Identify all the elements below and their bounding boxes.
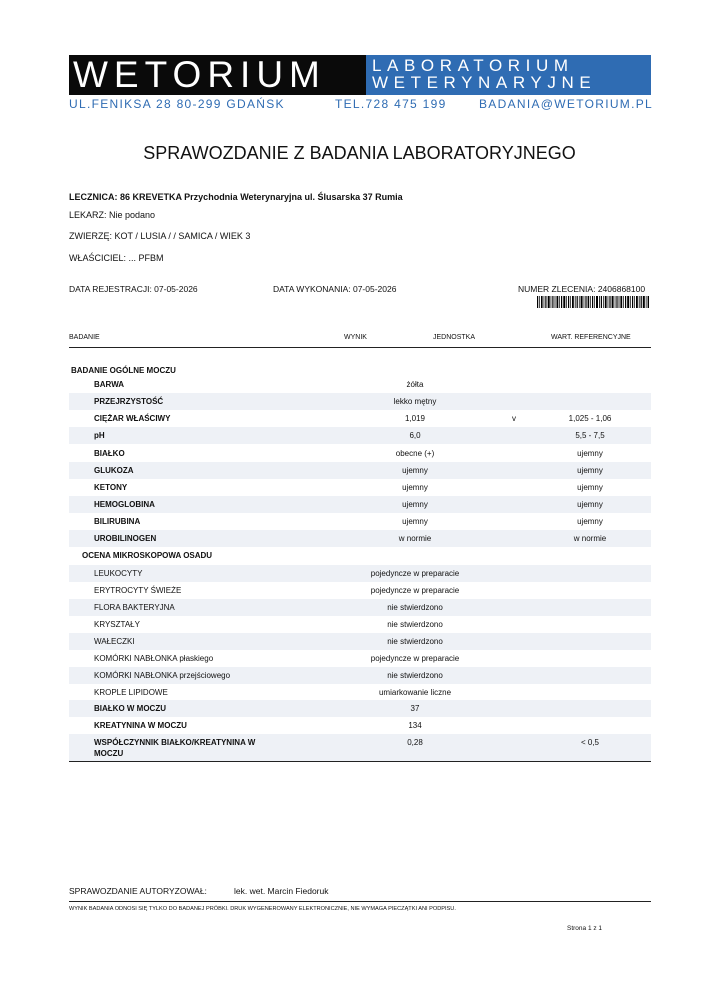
- row-reference: ujemny: [577, 449, 603, 458]
- table-row: [69, 700, 651, 717]
- row-name: HEMOGLOBINA: [94, 500, 155, 509]
- row-result: ujemny: [402, 500, 428, 509]
- table-row: [69, 427, 651, 444]
- row-name: BIAŁKO: [94, 449, 125, 458]
- row-result: pojedyncze w preparacie: [370, 569, 460, 578]
- row-name-continued: MOCZU: [94, 749, 124, 758]
- row-result: pojedyncze w preparacie: [370, 586, 460, 595]
- row-name: KOMÓRKI NABŁONKA przejściowego: [94, 671, 231, 680]
- row-flag: v: [512, 414, 516, 423]
- row-name: BIAŁKO W MOCZU: [94, 704, 166, 713]
- row-name: PRZEJRZYSTOŚĆ: [94, 397, 164, 406]
- row-result: umiarkowanie liczne: [378, 688, 452, 697]
- table-row: [69, 393, 651, 410]
- order-number: NUMER ZLECENIA: 2406868100: [518, 284, 646, 294]
- row-name: OCENA MIKROSKOPOWA OSADU: [82, 551, 213, 560]
- column-header-unit: JEDNOSTKA: [433, 334, 476, 341]
- logo-wetorium: [69, 55, 366, 95]
- row-name: WSPÓŁCZYNNIK BIAŁKO/KREATYNINA W: [94, 738, 256, 747]
- animal-info: ZWIERZĘ: KOT / LUSIA / / SAMICA / WIEK 3: [69, 231, 251, 241]
- table-row: [69, 376, 651, 393]
- table-row: [69, 530, 651, 547]
- authorized-name: lek. wet. Marcin Fiedoruk: [234, 886, 329, 896]
- row-reference: ujemny: [577, 517, 603, 526]
- row-name: UROBILINOGEN: [94, 534, 157, 543]
- footer-divider: [69, 901, 651, 902]
- phone-text: TEL.728 475 199: [335, 97, 447, 111]
- row-result: 6,0: [409, 431, 421, 440]
- row-name: BILIRUBINA: [94, 517, 141, 526]
- execution-date: DATA WYKONANIA: 07-05-2026: [273, 284, 397, 294]
- row-result: ujemny: [402, 517, 428, 526]
- row-reference: 1,025 - 1,06: [568, 414, 612, 423]
- row-name: KRYSZTAŁY: [94, 620, 140, 629]
- row-name: GLUKOZA: [94, 466, 134, 475]
- clinic-info: LECZNICA: 86 KREVETKA Przychodnia Weterynaryjna ul. Ślusarska 37 Rumia: [69, 192, 403, 202]
- row-reference: ujemny: [577, 466, 603, 475]
- row-result: 37: [410, 704, 420, 713]
- row-reference: < 0,5: [580, 738, 599, 747]
- table-row: [69, 565, 651, 582]
- row-result: ujemny: [402, 483, 428, 492]
- table-row: [69, 734, 651, 761]
- column-header-reference: WART. REFERENCYJNE: [551, 334, 631, 341]
- row-reference: w normie: [573, 534, 607, 543]
- logo-main-text: WETORIUM: [73, 54, 326, 95]
- row-result: ujemny: [402, 466, 428, 475]
- owner-info: WŁAŚCICIEL: ... PFBM: [69, 253, 164, 263]
- table-row: [69, 599, 651, 616]
- column-header-test: BADANIE: [69, 334, 100, 341]
- section-header-microscopy: [69, 547, 651, 564]
- row-name: KREATYNINA W MOCZU: [94, 721, 187, 730]
- table-row: [69, 462, 651, 479]
- registration-date: DATA REJESTRACJI: 07-05-2026: [69, 284, 198, 294]
- table-row: [69, 650, 651, 667]
- page-number: Strona 1 z 1: [567, 925, 603, 932]
- row-name: BADANIE OGÓLNE MOCZU: [71, 366, 176, 375]
- table-row: [69, 513, 651, 530]
- table-row: [69, 633, 651, 650]
- row-result: 0,28: [407, 738, 423, 747]
- row-reference: 5,5 - 7,5: [575, 431, 605, 440]
- disclaimer-note: WYNIK BADANIA ODNOSI SIĘ TYLKO DO BADANEJ PRÓBKI. DRUK WYGENEROWANY ELEKTRONICZNIE, NIE WYMAGA PIECZĄTKI ANI PODPISU.: [69, 906, 456, 912]
- row-name: KOMÓRKI NABŁONKA płaskiego: [94, 654, 214, 663]
- document-title: SPRAWOZDANIE Z BADANIA LABORATORYJNEGO: [143, 143, 576, 163]
- row-name: BARWA: [94, 380, 125, 389]
- row-name: KROPLE LIPIDOWE: [94, 688, 168, 697]
- table-end-divider: [69, 761, 651, 762]
- row-result: 134: [408, 721, 422, 730]
- row-result: pojedyncze w preparacie: [370, 654, 460, 663]
- row-result: nie stwierdzono: [387, 603, 443, 612]
- row-result: 1,019: [404, 414, 426, 423]
- table-row: [69, 410, 651, 427]
- row-name: pH: [94, 431, 105, 440]
- table-row: [69, 667, 651, 684]
- column-header-result: WYNIK: [344, 334, 367, 341]
- table-row: [69, 684, 651, 701]
- address-text: UL.FENIKSA 28 80-299 GDAŃSK: [69, 97, 285, 111]
- row-name: KETONY: [94, 483, 128, 492]
- row-name: ERYTROCYTY ŚWIEŻE: [94, 586, 182, 595]
- header-divider: [69, 347, 651, 348]
- table-row: [69, 582, 651, 599]
- table-row: [69, 479, 651, 496]
- row-result: nie stwierdzono: [387, 637, 443, 646]
- logo-line-2: WETERYNARYJNE: [372, 73, 597, 92]
- row-name: WAŁECZKI: [94, 637, 135, 646]
- logo-line-1: LABORATORIUM: [372, 56, 574, 75]
- row-result: nie stwierdzono: [387, 620, 443, 629]
- row-result: żółta: [406, 380, 424, 389]
- row-name: LEUKOCYTY: [94, 569, 143, 578]
- row-result: lekko mętny: [393, 397, 437, 406]
- logo-laboratorium-banner: [366, 55, 651, 95]
- row-result: obecne (+): [395, 449, 435, 458]
- row-result: nie stwierdzono: [387, 671, 443, 680]
- contact-line: [69, 97, 654, 111]
- authorized-label: SPRAWOZDANIE AUTORYZOWAŁ:: [69, 886, 207, 896]
- table-row: [69, 616, 651, 633]
- doctor-info: LEKARZ: Nie podano: [69, 210, 156, 220]
- row-reference: ujemny: [577, 483, 603, 492]
- table-row: [69, 445, 651, 462]
- row-reference: ujemny: [577, 500, 603, 509]
- email-link[interactable]: BADANIA@WETORIUM.PL: [479, 97, 654, 111]
- row-result: w normie: [398, 534, 432, 543]
- order-barcode: [537, 296, 649, 308]
- row-name: CIĘŻAR WŁAŚCIWY: [94, 414, 171, 423]
- table-row: [69, 496, 651, 513]
- table-row: [69, 717, 651, 734]
- row-name: FLORA BAKTERYJNA: [94, 603, 175, 612]
